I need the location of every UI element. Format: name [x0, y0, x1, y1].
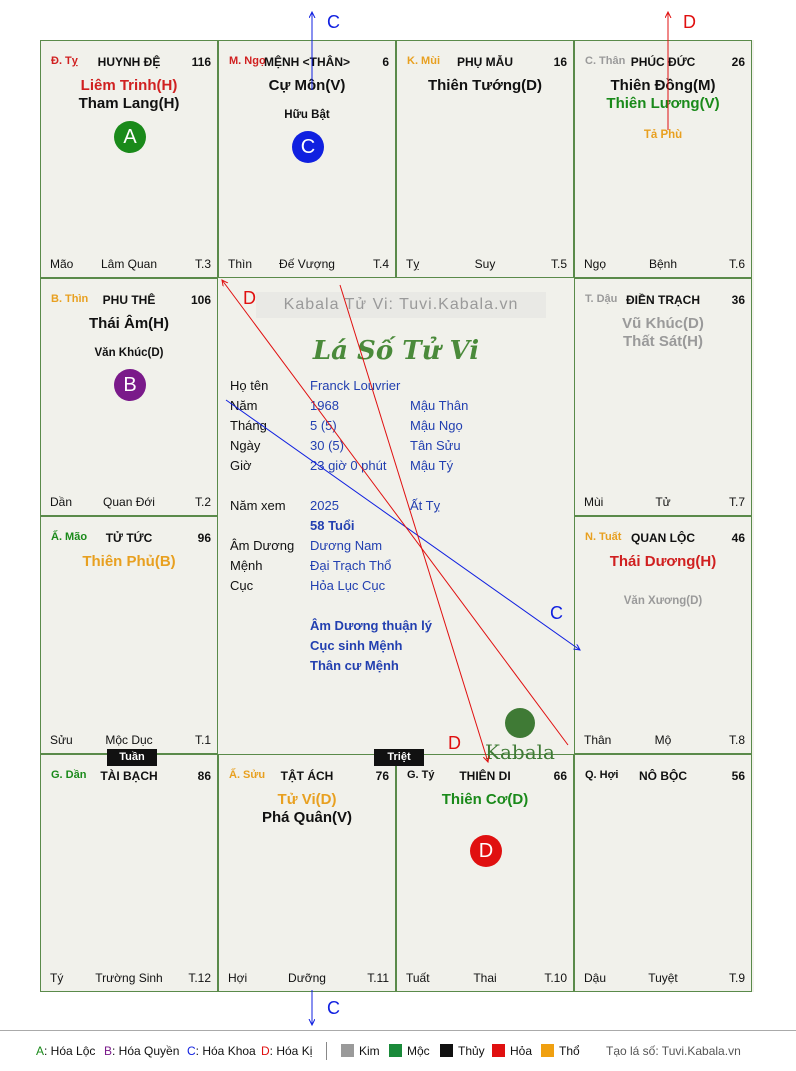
arrow-label-c-right: C	[550, 603, 563, 623]
info-value: Dương Nam	[310, 538, 383, 553]
info-value: Đại Trạch Thổ	[310, 558, 392, 573]
info-value: Hỏa Lục Cục	[310, 578, 386, 593]
palace-footer-left: Mùi	[584, 495, 604, 509]
palace-name: NÔ BỘC	[639, 769, 687, 783]
palace-branch: C. Thân	[585, 55, 626, 67]
hoa-marker: A	[114, 121, 146, 153]
palace-footer-left: Dậu	[584, 971, 607, 985]
info-label: Năm	[230, 398, 258, 413]
major-star: Tử Vi(D)	[277, 791, 337, 808]
legend-hoa-item: A: Hóa Lộc	[36, 1044, 96, 1058]
palace-footer-right: T.3	[194, 257, 211, 271]
palace-footer-right: T.2	[194, 495, 211, 509]
palace-footer-mid: Thai	[473, 971, 497, 985]
major-star: Thiên Tướng(D)	[427, 77, 542, 94]
legend-divider	[326, 1042, 327, 1060]
major-star: Vũ Khúc(D)	[622, 315, 704, 332]
legend-hoa-item: C: Hóa Khoa	[187, 1044, 256, 1058]
watermark: Kabala Tử Vi: Tuvi.Kabala.vn	[256, 292, 546, 318]
palace-branch: Q. Hợi	[585, 769, 619, 781]
arrow-label-c-bottom: C	[327, 998, 340, 1018]
legend-hoa-item: D: Hóa Kị	[261, 1044, 313, 1058]
palace-branch: N. Tuất	[585, 531, 622, 543]
palace-footer-right: T.10	[544, 971, 567, 985]
palace-footer-left: Thìn	[228, 257, 253, 271]
palace-footer-mid: Bệnh	[648, 257, 678, 271]
chart-title: Lá Số Tử Vi	[312, 336, 480, 366]
element-swatch	[440, 1044, 453, 1057]
element-swatch	[492, 1044, 505, 1057]
major-star: Thiên Đồng(M)	[610, 77, 716, 94]
palace-footer-left: Mão	[50, 257, 74, 271]
info-label: Họ tên	[230, 378, 269, 393]
arrow-label-d-left: D	[243, 288, 256, 308]
palace-footer-right: T.9	[728, 971, 745, 985]
palace-branch: G. Tý	[407, 769, 435, 781]
palace-footer-left: Tỵ	[406, 257, 420, 271]
palace-footer-right: T.6	[728, 257, 745, 271]
major-star: Thái Dương(H)	[609, 553, 717, 570]
info-label: Âm Dương	[230, 538, 295, 553]
info-can-chi: Tân Sửu	[410, 438, 461, 453]
arrow-d-downright	[340, 285, 488, 762]
palace-name: PHỤ MẪU	[457, 55, 513, 69]
info-value: 5 (5)	[310, 418, 337, 433]
element-swatch	[541, 1044, 554, 1057]
palace-number: 106	[190, 293, 211, 307]
note-line: Thân cư Mệnh	[310, 658, 399, 673]
palace-name: TẬT ÁCH	[280, 769, 334, 783]
palace-name: MỆNH <THÂN>	[263, 55, 350, 69]
palace-footer-mid: Mộc Dục	[105, 733, 153, 747]
palace-footer-right: T.7	[728, 495, 745, 509]
major-star: Thiên Cơ(D)	[441, 791, 529, 808]
note-line: Âm Dương thuận lý	[310, 618, 432, 633]
palace-branch: G. Dần	[51, 769, 87, 781]
palace-branch: Đ. Tỵ	[51, 55, 78, 67]
minor-star: Tả Phù	[643, 129, 683, 141]
hoa-marker: D	[470, 835, 502, 867]
palace-number: 26	[731, 55, 745, 69]
info-label: Giờ	[230, 458, 252, 473]
info-can-chi: Mậu Ngọ	[410, 418, 463, 433]
legend-element-item: Hỏa	[492, 1044, 532, 1058]
minor-star: Văn Xương(D)	[623, 595, 703, 607]
hoa-marker: C	[292, 131, 324, 163]
arrow-c-diagonal	[226, 400, 580, 650]
info-can-chi: Mậu Tý	[410, 458, 454, 473]
info-label: Cục	[230, 578, 254, 593]
palace-footer-left: Ngọ	[584, 257, 607, 271]
palace-footer-left: Dần	[50, 495, 73, 509]
palace-name: PHÚC ĐỨC	[630, 55, 696, 69]
palace-footer-left: Sửu	[50, 733, 73, 747]
tuan-tag: Tuần	[107, 749, 157, 766]
palace-footer-mid: Tử	[655, 495, 671, 509]
palace-name: TÀI BẠCH	[100, 769, 158, 783]
info-label: Năm xem	[230, 498, 286, 513]
info-value: 58 Tuổi	[310, 518, 355, 533]
legend	[0, 1030, 796, 1071]
major-star: Cự Môn(V)	[268, 77, 346, 94]
arrow-label-d-bottom: D	[448, 733, 461, 753]
palace-number: 16	[553, 55, 567, 69]
palace-footer-mid: Tuyệt	[648, 971, 678, 985]
palace-branch: T. Dậu	[585, 293, 618, 305]
major-star: Tham Lang(H)	[78, 95, 180, 112]
palace-number: 46	[731, 531, 745, 545]
info-label: Mệnh	[230, 558, 263, 573]
info-can-chi: Mậu Thân	[410, 398, 469, 413]
palace-branch: K. Mùi	[407, 55, 440, 67]
palace-number: 36	[731, 293, 745, 307]
info-value: Franck Louvrier	[310, 378, 401, 393]
palace-footer-right: T.12	[188, 971, 211, 985]
palace-name: QUAN LỘC	[631, 531, 695, 545]
major-star: Liêm Trinh(H)	[80, 77, 178, 94]
info-value: 1968	[310, 398, 339, 413]
palace-footer-left: Tuất	[406, 971, 430, 985]
palace-name: TỬ TỨC	[105, 531, 153, 545]
palace-number: 116	[191, 55, 211, 69]
palace-name: ĐIỀN TRẠCH	[626, 293, 700, 307]
info-value: 30 (5)	[310, 438, 344, 453]
info-label: Tháng	[230, 418, 267, 433]
arrow-label-d-top: D	[683, 12, 696, 32]
legend-element-item: Thủy	[440, 1044, 485, 1058]
palace-number: 76	[375, 769, 389, 783]
element-swatch	[341, 1044, 354, 1057]
palace-footer-left: Thân	[584, 733, 612, 747]
legend-hoa-item: B: Hóa Quyền	[104, 1044, 180, 1058]
palace-number: 86	[197, 769, 211, 783]
palace-footer-right: T.4	[372, 257, 389, 271]
palace-footer-right: T.11	[367, 971, 389, 985]
palace-footer-right: T.8	[728, 733, 745, 747]
legend-element-item: Mộc	[389, 1044, 430, 1058]
palace-branch: M. Ngọ	[229, 55, 266, 67]
palace-name: PHU THÊ	[102, 293, 156, 307]
palace-number: 6	[382, 55, 389, 69]
palace-number: 96	[197, 531, 211, 545]
palace-footer-left: Hợi	[228, 971, 248, 985]
minor-star: Hữu Bật	[284, 109, 330, 121]
palace-footer-mid: Đế Vượng	[279, 257, 335, 271]
major-star: Phá Quân(V)	[261, 809, 352, 826]
major-star: Thiên Phủ(B)	[82, 553, 176, 570]
site-link[interactable]: Tạo lá số: Tuvi.Kabala.vn	[606, 1044, 741, 1058]
major-star: Thiên Lương(V)	[606, 95, 720, 112]
triet-tag: Triệt	[374, 749, 424, 766]
major-star: Thất Sát(H)	[623, 333, 703, 350]
palace-branch: Ấ. Mão	[51, 531, 88, 543]
palace-name: THIÊN DI	[459, 769, 511, 783]
element-swatch	[389, 1044, 402, 1057]
palace-footer-mid: Dưỡng	[288, 971, 326, 985]
legend-element-item: Thổ	[541, 1044, 580, 1058]
hoa-marker: B	[114, 369, 146, 401]
palace-footer-mid: Trường Sinh	[95, 971, 163, 985]
palace-footer-mid: Lâm Quan	[100, 257, 158, 271]
palace-branch: B. Thìn	[51, 293, 89, 305]
legend-element-item: Kim	[341, 1044, 380, 1058]
minor-star: Văn Khúc(D)	[94, 347, 164, 359]
palace-footer-left: Tý	[50, 971, 64, 985]
palace-number: 56	[731, 769, 745, 783]
palace-footer-mid: Quan Đới	[103, 495, 155, 509]
note-line: Cục sinh Mệnh	[310, 638, 403, 653]
palace-number: 66	[553, 769, 567, 783]
arrow-d-upleft	[222, 280, 568, 745]
palace-name: HUYNH ĐỆ	[97, 55, 161, 69]
arrow-label-c-top: C	[327, 12, 340, 32]
palace-footer-mid: Suy	[474, 257, 496, 271]
info-value: 2025	[310, 498, 339, 513]
palace-branch: Ấ. Sửu	[229, 769, 266, 781]
palace-footer-right: T.1	[194, 733, 211, 747]
palace-footer-right: T.5	[550, 257, 567, 271]
info-value: 23 giờ 0 phút	[310, 458, 387, 473]
kabala-logo: Kabala	[482, 708, 558, 764]
major-star: Thái Âm(H)	[89, 315, 169, 332]
info-can-chi: Ất Tỵ	[410, 498, 441, 513]
palace-footer-mid: Mộ	[654, 733, 672, 747]
info-label: Ngày	[230, 438, 261, 453]
